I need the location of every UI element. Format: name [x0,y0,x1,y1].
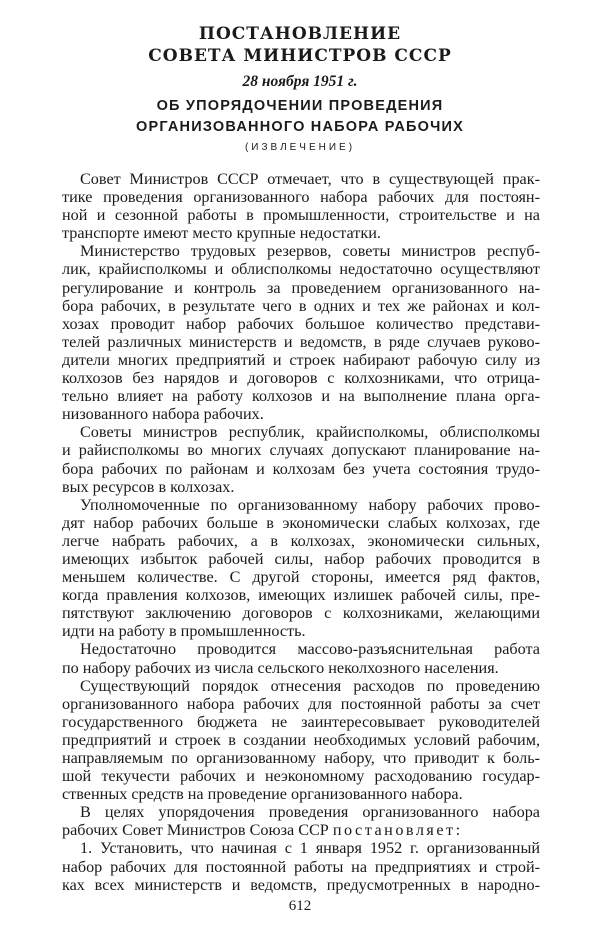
text-line [62,858,540,876]
paragraph [62,640,540,676]
text-line [62,568,540,586]
text-line [62,279,540,297]
line-text: ках всех министерств и ведомств, предусмотренных в народно- [62,875,540,894]
text-line [62,622,540,640]
extract-label: (ИЗВЛЕЧЕНИЕ) [244,142,356,153]
emphasized-word: постановляет: [332,821,463,840]
text-line [62,387,540,405]
text-line [62,550,540,568]
line-text: организованного набора рабочих для постоянной работы за счет [62,694,540,713]
line-text: шой текучести рабочих и неэкономному расходованию государ- [62,767,540,786]
line-text: бора рабочих по районам и колхозам без учета состояния трудо- [62,459,540,478]
line-text: ной и сезонной работы в промышленности, строительстве и на [62,206,540,225]
line-text: Министерство трудовых резервов, советы министров респуб- [80,242,540,261]
text-line [62,333,540,351]
paragraph [62,242,540,423]
line-text: тельно влияет на работу колхозов и на выполнение плана орга- [62,387,540,406]
paragraph [62,170,540,242]
line-text: ственных средств на проведение организованного набора. [62,785,463,804]
line-text: набор рабочих для постоянной работы на предприятиях и строй- [62,857,540,876]
line-text: бора рабочих, в результате чего в одних и тех же районах и кол- [62,296,540,315]
page-number: 612 [288,898,312,914]
line-text: дят набор рабочих больше в экономически слабых колхозах, где [62,513,540,532]
line-text: тике проведения организованного набора рабочих для постоян- [62,188,540,207]
text-line [62,242,540,260]
line-text: телей различных министерств и ведомств, в ряде случаев руково- [62,332,540,351]
text-line [62,749,540,767]
text-line [62,695,540,713]
text-line [62,460,540,478]
document-title-line1: ПОСТАНОВЛЕНИЕ [198,24,402,44]
line-text: имеющих избыток рабочей силы, набор рабочих проводится в [62,549,540,568]
line-text: пятствуют заключению договоров с колхозниками, желающими [62,604,540,623]
text-line [62,767,540,785]
line-text: низованного набора рабочих. [62,405,264,424]
line-text: Совет Министров СССР отмечает, что в существующей прак- [80,170,540,188]
line-text: колхозов без нарядов и договоров с колхозниками, что отрица- [62,369,540,388]
paragraph [62,677,540,804]
document-title-line2: СОВЕТА МИНИСТРОВ СССР [148,46,452,66]
text-line [62,405,540,423]
line-text: Существующий порядок отнесения расходов по проведению [80,676,540,695]
text-line [62,170,540,188]
text-line [62,188,540,206]
subject-line1: ОБ УПОРЯДОЧЕНИИ ПРОВЕДЕНИЯ [156,98,444,114]
line-text: Недостаточно проводится массово-разъяснительная работа [80,640,540,659]
line-text: дители многих предприятий и строек набирают рабочую силу из [62,350,540,369]
line-text: направляемым по организованному набору, что приводит к боль- [62,749,540,767]
line-text: вых ресурсов в колхозах. [62,477,235,496]
line-text: когда правления колхозов, имеющих излишек рабочей силы, пре- [62,586,540,605]
text-line [62,731,540,749]
text-line [62,659,540,677]
paragraph [62,839,540,893]
text-line [62,677,540,695]
paragraph [62,423,540,495]
text-line [62,260,540,278]
text-line [62,297,540,315]
text-line [62,206,540,224]
text-line [62,803,540,821]
text-line [62,785,540,803]
text-line [62,224,540,242]
line-text: предприятий и строек в создании необходимых условий рабочим, [62,730,540,749]
text-line [62,351,540,369]
line-text: идти на работу в промышленность. [62,622,306,641]
line-text: регулирование и контроль за проведением организованного на- [62,278,540,297]
line-text: Уполномоченные по организованному набору рабочих прово- [80,495,540,514]
text-line [62,478,540,496]
line-text: транспорте имеют место крупные недостатки. [62,224,381,243]
text-line [62,604,540,622]
line-text: лик, крайисполкомы и облисполкомы недостаточно осуществляют [62,260,540,279]
paragraph [62,496,540,641]
document-body [62,170,540,894]
text-line [62,586,540,604]
line-text: Советы министров республик, крайисполкомы, облисполкомы [80,423,540,442]
text-line [62,640,540,658]
text-line [62,532,540,550]
text-line [62,839,540,857]
text-line [62,876,540,894]
paragraph [62,803,540,839]
line-text: 1. Установить, что начиная с 1 января 1952 г. организованный [80,839,540,858]
line-text: по набору рабочих из числа сельского неколхозного населения. [62,658,499,677]
document-date: 28 ноября 1951 г. [242,73,358,90]
text-line [62,315,540,333]
text-line [62,441,540,459]
text-line [62,514,540,532]
subject-line2: ОРГАНИЗОВАННОГО НАБОРА РАБОЧИХ [136,119,464,135]
line-text: государственного бюджета не заинтересовывает руководителей [62,712,540,731]
text-line [62,821,540,839]
text-line [62,713,540,731]
line-text: и райисполкомы во многих случаях допускают планирование на- [62,441,540,460]
text-line [62,496,540,514]
line-text: рабочих Совет Министров Союза ССР [62,821,329,840]
line-text: меньшем количестве. С другой стороны, имеется ряд фактов, [62,568,540,587]
line-text: легче набрать рабочих, а в колхозах, экономически сильных, [62,531,540,550]
text-line [62,423,540,441]
text-line [62,369,540,387]
line-text: хозах проводит набор рабочих большое количество представи- [62,314,540,333]
line-text: В целях упорядочения проведения организованного набора [80,803,540,822]
